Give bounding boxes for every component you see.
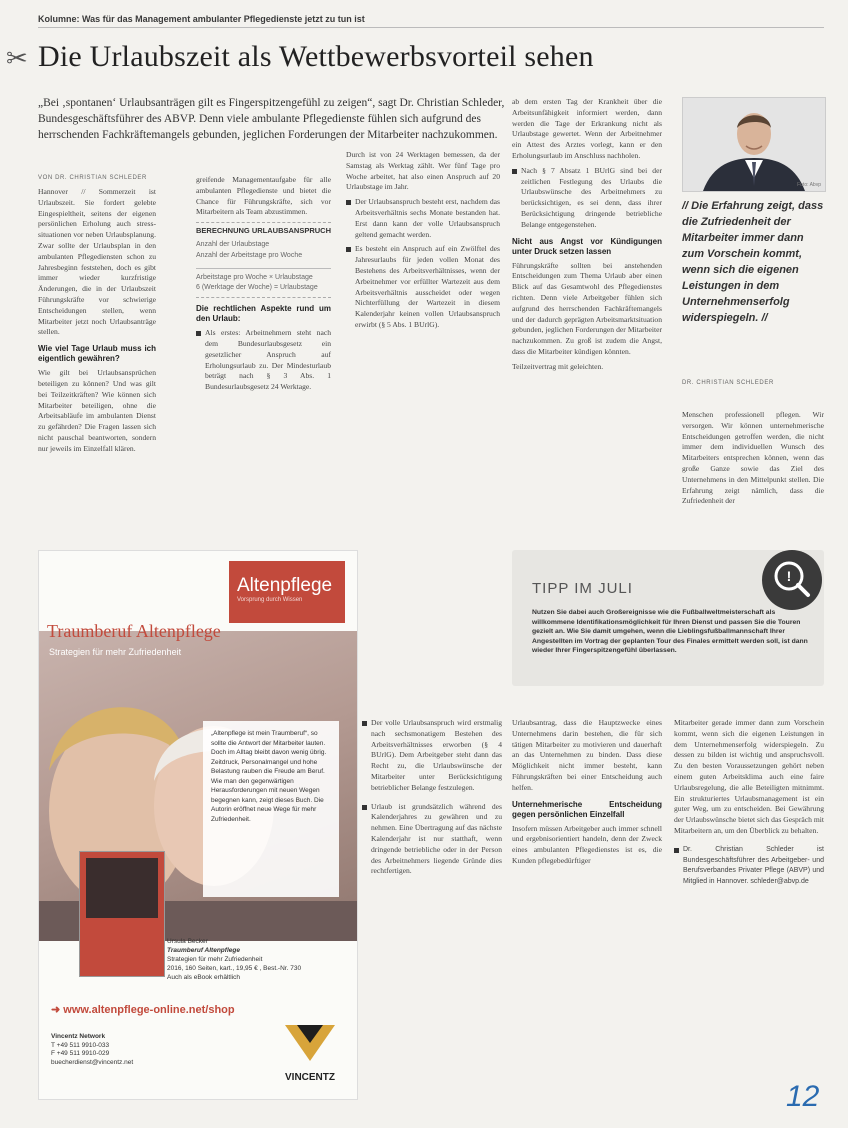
lead-paragraph: „Bei ‚spontanen‘ Urlaubsanträgen gilt es Fingerspitzengefühl zu zeigen“, sagt Dr. Christian Schleder, Bundesgeschäftsführer des ABVP. Denn viele ambulante Pflegedienste fühlen sich aufgrund des herrschenden Fachkräftemangels gebunden, jeglichen Forderungen der Mitarbeiter nachzukommen.: [38, 97, 505, 141]
bullet-text: Urlaub ist grundsätzlich während des Kalenderjahres zu gewähren und zu nehmen. Eine Übertragung auf das nächste Kalenderjahr ist nur statthaft, wenn dringende betriebliche oder in der Person des Arbeitnehmers liegende Gründe dies rechtfertigen.: [371, 801, 502, 876]
bullet-item: [346, 197, 500, 240]
person-portrait-icon: [683, 98, 825, 191]
bullet-item: [346, 244, 500, 330]
tip-box: [512, 550, 824, 686]
bullet-square-icon: [196, 331, 201, 336]
column-4-lower-body: [512, 718, 662, 867]
bullet-text: Nach § 7 Absatz 1 BUrlG sind bei der zeitlichen Festlegung des Urlaubs die Urlaubswünsche des Arbeitnehmers zu berücksichtigen, es sei denn, dass ihrer Berücksichtigung dringende betriebliche Belange entgegenstehen.: [521, 165, 662, 229]
ad-blurb: „Altenpflege ist mein Traumberuf“, so sollte die Antwort der Mitarbeiter lauten. Doch im Alltag bleibt davon wenig übrig. Zeitdruck, Personalmangel und hohe Belastung rauben die Freude am Beruf. Wie man den gegenwärtigen Herausforderungen mit neuen Wegen begegnen kann, zeigt dieses Buch. Die Autorin eröffnet neue Wege für mehr Zufriedenheit.: [203, 721, 339, 897]
paragraph: greifende Managementaufgabe für alle ambulanten Pflegedienste und bietet die Chance für Führungskräfte, sich vor Mitarbeitern als Team abzustimmen.: [196, 175, 331, 217]
ad-brand-sub: Vorsprung durch Wissen: [237, 597, 303, 603]
subheading: Unternehmerische Entscheidung gegen persönlichen Einzelfall: [512, 799, 662, 819]
book-author: Ursula Becker: [167, 938, 208, 945]
ad-fax: F +49 511 9910-029: [51, 1050, 110, 1057]
tip-title: TIPP IM JULI: [532, 580, 633, 597]
bullet-square-icon: [674, 848, 679, 853]
right-paragraph: Menschen professionell pflegen. Wir versorgen. Wir können unternehmerische Entscheidungen getroffen werden, die nicht immer dem individuellen Wunsch des Mitarbeiters entsprechen können, wenn das große Ganze sowie das Ziel des Unternehmens in den Mittelpunkt stellen. Die Erfahrung zeigt nämlich, dass die Zufriedenheit der: [682, 410, 824, 506]
info-box-line: 6 (Werktage der Woche) = Urlaubstage: [196, 284, 318, 292]
bullet-item: [196, 328, 331, 393]
ad-subtitle: Strategien für mehr Zufriedenheit: [49, 647, 182, 657]
tip-icon-badge: [762, 550, 822, 610]
paragraph: Mitarbeiter gerade immer dann zum Vorschein kommt, wenn sich die eigenen Leistungen in dem Unternehmenserfolg widerspiegeln. Zu dessen zu bilden ist wichtig und anspruchsvoll. Zu den besten Voraussetzungen gehört neben einem guten Arbeitsklima auch eine faire Urlaubsregelung, die alle Beteiligten mitnimmt. Ein strukturiertes Urlaubsmanagement ist ein guter Weg, um zu entscheiden. Bei Gewährung der Urlaubswünsche bietet sich das Gespräch mit Mitarbeitern an, um den Überblick zu behalten.: [674, 718, 824, 835]
column-5-lower-body: [674, 718, 824, 888]
info-box: [196, 222, 331, 298]
page-number: 12: [786, 1080, 820, 1113]
book-subtitle: Strategien für mehr Zufriedenheit: [167, 956, 263, 963]
advertisement: [38, 550, 358, 1100]
svg-text:!: !: [786, 568, 792, 584]
bullet-text: Als erstes: Arbeitnehmern steht nach dem Bundesurlaubsgesetz ein gesetzlicher Anspruch auf Erholungsurlaub zu. Der Mindesturlaub beträgt nach § 3 Abs. 1 Bundesurlaubsgesetz 24 Werktage.: [205, 328, 331, 392]
bullet-item: [512, 166, 662, 231]
paragraph: Durch ist von 24 Werktagen bemessen, da der Samstag als Werktag zählt. Wer fünf Tage pro Woche arbeitet, hat also einen Anspruch auf 20 Urlaubstage im Jahr.: [346, 150, 500, 192]
paragraph: Hannover // Sommerzeit ist Urlaubszeit. Sie fordert gelebte Eingespieltheit, seitens der eigenen persönlichen Erholung auch stress-situationen vor neben Urlaubsplanung. Zwar sollte der Urlaubsplan in den ambulanten Pflegediensten schon zu Jahresbeginn feststehen, doch es gibt immer wieder kurzfristige Änderungen, die in der Urlaubszeit Führungskräfte vor schwierige Entscheidungen stellen, wenn Mitarbeiter jetzt noch Urlaubsanträge stellen.: [38, 187, 156, 337]
column-4-lower: [512, 718, 662, 871]
column-3: [346, 150, 500, 335]
tip-text: Nutzen Sie dabei auch Großereignisse wie die Fußballweltmeisterschaft als willkommene Identifikationsmöglichkeit für Ihren Dienst und passen Sie die Touren gezielt an. Wie Sie damit umgehen, wenn die Lieblingsfußballmannschaft Ihrer Angestellten im Vortrag der geplanten Tour des Finales ermittelt werden soll, ist dann wieder Ihrer Fingerspitzengefühl überlassen.: [532, 609, 808, 654]
bullet-text: Es besteht ein Anspruch auf ein Zwölftel des Jahresurlaubs für jeden vollen Monat des Bestehens des Arbeitsverhältnisses, wenn der Arbeitnehmer vor erfüllter Wartezeit aus dem Arbeitsverhältnis ausscheidet oder wegen Nichterfüllung der Wartezeit in diesem Kalenderjahr keinen vollen Urlaubsanspruch erwirbt (§ 5 Abs. 1 BUrlG).: [355, 244, 500, 329]
headline: Die Urlaubszeit als Wettbewerbsvorteil sehen: [38, 40, 594, 73]
ad-shop-link[interactable]: [51, 1003, 235, 1016]
book-title: Traumberuf Altenpflege: [167, 947, 240, 954]
ad-phone: T +49 511 9910-033: [51, 1041, 110, 1049]
ad-contact: [51, 1033, 133, 1067]
column-3-body: [346, 150, 500, 331]
ad-network: Vincentz Network: [51, 1033, 106, 1040]
bullet-text: Der Urlaubsanspruch besteht erst, nachdem das Arbeitsverhältnis sechs Monate bestanden hat. Erst dann kann der volle Urlaubsanspruch geltend gemacht werden.: [355, 197, 500, 239]
arrow-right-icon: ➜: [51, 1004, 64, 1016]
bullet-square-icon: [346, 247, 351, 252]
subheading: Nicht aus Angst vor Kündigungen unter Druck setzen lassen: [512, 236, 662, 256]
pull-quote: // Die Erfahrung zeigt, dass die Zufriedenheit der Mitarbeiter immer dann zum Vorschein kommt, wenn sich die eigenen Leistungen in dem Unternehmenserfolg widerspiegeln. //: [682, 200, 824, 324]
paragraph: ab dem ersten Tag der Krankheit über die Arbeitsunfähigkeit informiert werden, dann werden die Tage der Erkrankung nicht als Urlaubstage gewertet. Wenn der Arbeitnehmer ein Attest des Arztes vorlegt, kann er den Erholungsurlaub im Anschluss nachholen.: [512, 97, 662, 160]
book-cover: [79, 851, 165, 977]
byline: VON DR. CHRISTIAN SCHLEDER: [38, 175, 147, 181]
ad-brand: Altenpflege: [237, 575, 333, 596]
ad-email: buecherdienst@vincentz.net: [51, 1058, 134, 1066]
bullet-square-icon: [512, 169, 517, 174]
subheading: Wie viel Tage Urlaub muss ich eigentlich gewähren?: [38, 344, 156, 364]
vincentz-logo: [277, 1021, 343, 1085]
column-4: [512, 97, 662, 377]
paragraph: Insofern müssen Arbeitgeber auch immer schnell und ergebnisorientiert handeln, denn der Zweck eines ambulanten Pflegedienstes ist es, die Kunden pflegebedürftiger: [512, 823, 662, 865]
photo-credit: Foto: Abvp: [797, 182, 821, 188]
column-2-body: [196, 175, 331, 393]
info-box-title: BERECHNUNG URLAUBSANSPRUCH: [196, 226, 332, 236]
bullet-square-icon: [362, 721, 367, 726]
kicker: Kolumne: Was für das Management ambulanter Pflegedienste jetzt zu tun ist: [38, 14, 365, 24]
bullet-square-icon: [362, 805, 367, 810]
ad-brand-block: [229, 561, 345, 623]
ad-title: Traumberuf Altenpflege: [47, 621, 221, 641]
paragraph: Führungskräfte sollten bei anstehenden Entscheidungen zum Thema Urlaub aber einen Blick auf das Gesamtwohl des Pflegedienstes richten. Denn viele Arbeitgeber fühlen sich aufgrund des herrschenden Fachkräftemangels und der dadurch geprägten Arbeitsmarktsituation gebunden, jeglichen Forderungen der Mitarbeiter nachzukommen. Zu groß ist zudem die Angst, dass die Mitarbeiter kündigen könnten.: [512, 260, 662, 356]
info-box-line: Anzahl der Arbeitstage pro Woche: [196, 251, 303, 259]
author-portrait: [682, 97, 826, 192]
author-bio: [674, 845, 824, 888]
magnifier-icon: [762, 550, 822, 610]
column-3-lower-body: [362, 718, 502, 877]
paragraph: Teilzeitvertrag mit geleichten.: [512, 361, 604, 371]
quote-author: DR. CHRISTIAN SCHLEDER: [682, 380, 774, 386]
ad-url[interactable]: www.altenpflege-online.net/shop: [63, 1004, 235, 1016]
column-1-body: [38, 187, 156, 455]
info-box-line: Arbeitstage pro Woche × Urlaubstage: [196, 268, 331, 284]
paragraph: Wie gilt bei Urlaubsansprüchen beteiligen zu können? Und was gilt bei Teilzeitkräften? Wie können sich Mitarbeiter beteiligen, ohne die Arbeitsabläufe im ambulanten Dienst zu gefährden? Die Fragen lassen sich nicht pauschal beantworten, sondern nur jeweils im Einzelfall klären.: [38, 368, 156, 453]
bullet-text: Der volle Urlaubsanspruch wird erstmalig nach sechsmonatigem Bestehen des Arbeitsverhältnisses erworben (§ 4 BUrlG). Dem Arbeitgeber steht dann das Recht zu, die Urlaubswünsche der Mitarbeiter unter Berücksichtigung betrieblicher Belange festzulegen.: [371, 718, 502, 792]
bullet-square-icon: [346, 200, 351, 205]
paragraph: Urlaubsantrag, dass die Hauptzwecke eines Unternehmens darin bestehen, die für sich tätigen Mitarbeiter zu motivieren und dauerhaft an das Unternehmen zu binden. Dass diese Möglichkeit nicht immer besteht, kann Führungskräften bei einer Entscheidung auch helfen.: [512, 718, 662, 792]
bullet-item: [362, 718, 502, 794]
book-note: Auch als eBook erhältlich: [167, 974, 240, 981]
book-cover-photo: [86, 858, 158, 918]
vincentz-logo-icon: [277, 1021, 343, 1067]
column-5-lower: [674, 718, 824, 892]
kicker-rule: [38, 27, 824, 28]
vincentz-logo-text: VINCENTZ: [285, 1072, 335, 1083]
author-bio-text: Dr. Christian Schleder ist Bundesgeschäftsführer des Arbeitgeber- und Berufsverbandes Privater Pflege (ABVP) und Mitglied in Hannover. schleder@abvp.de: [683, 845, 824, 886]
column-1: [38, 175, 156, 459]
book-info: [167, 937, 347, 982]
subheading: Die rechtlichen Aspekte rund um den Urlaub:: [196, 304, 331, 324]
book-meta: 2016, 160 Seiten, kart., 19,95 € , Best.-Nr. 730: [167, 965, 302, 972]
column-3-lower: [362, 718, 502, 881]
info-box-line: Anzahl der Urlaubstage: [196, 240, 270, 248]
scissors-icon: ✂: [6, 44, 28, 73]
column-2: [196, 175, 331, 397]
bullet-item: [362, 802, 502, 878]
column-4-body: [512, 97, 662, 373]
